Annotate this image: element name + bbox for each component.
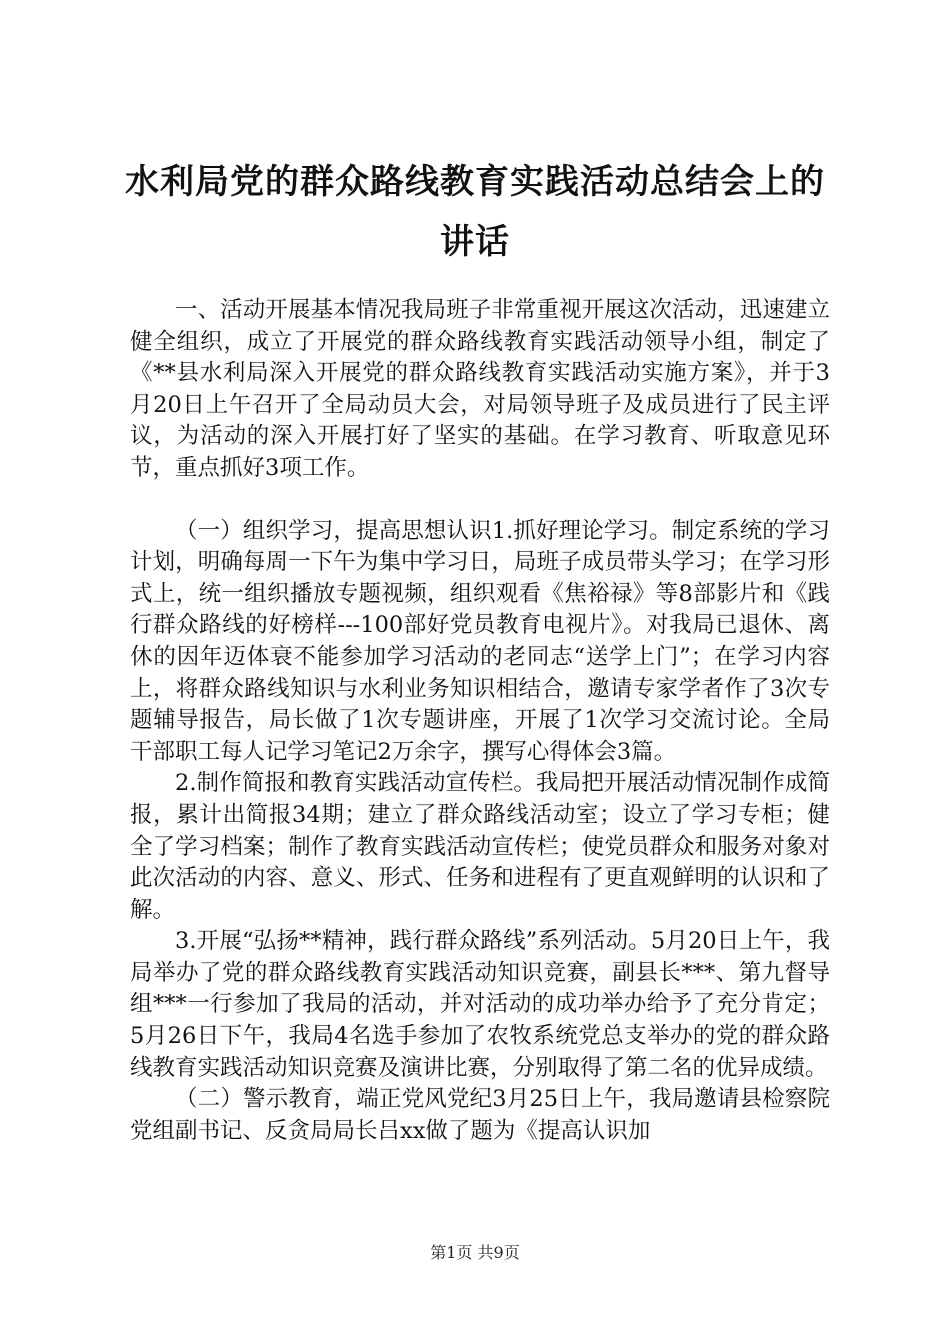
paragraph-series-activities: 3.开展“弘扬**精神，践行群众路线”系列活动。5月20日上午，我局举办了党的群众路线教育实践活动知识竞赛，副县长***、第九督导组***一行参加了我局的活动，并对活动的成功举办给予了充分肯定；5月26日下午，我局4名选手参加了农牧系统党总支举办的党的群众路线教育实践活动知识竞赛及演讲比赛，分别取得了第二名的优异成绩。 [130, 928, 830, 1081]
document-title-line1: 水利局党的群众路线教育实践活动总结会上的 [125, 162, 825, 202]
paragraph-organize-study: （一）组织学习，提高思想认识1.抓好理论学习。制定系统的学习计划，明确每周一下午为集中学习日，局班子成员带头学习；在学习形式上，统一组织播放专题视频，组织观看《焦裕禄》等8部影片和《践行群众路线的好榜样---100部好党员教育电视片》。对我局已退休、离休的因年迈体衰不能参加学习活动的老同志“送学上门”；在学习内容上，将群众路线知识与水利业务知识相结合，邀请专家学者作了3次专题辅导报告，局长做了1次专题讲座，开展了1次学习交流讨论。全局干部职工每人记学习笔记2万余字，撰写心得体会3篇。 [130, 517, 830, 765]
document-body [130, 295, 830, 1147]
paragraph-activity-overview: 一、活动开展基本情况我局班子非常重视开展这次活动，迅速建立健全组织，成立了开展党的群众路线教育实践活动领导小组，制定了《**县水利局深入开展党的群众路线教育实践活动实施方案》，并于3月20日上午召开了全局动员大会，对局领导班子及成员进行了民主评议，为活动的深入开展打好了坚实的基础。在学习教育、听取意见环节，重点抓好3项工作。 [130, 297, 830, 481]
paragraph-briefings: 2.制作简报和教育实践活动宣传栏。我局把开展活动情况制作成简报，累计出简报34期；建立了群众路线活动室；设立了学习专柜；健全了学习档案；制作了教育实践活动宣传栏；使党员群众和服务对象对此次活动的内容、意义、形式、任务和进程有了更直观鲜明的认识和了解。 [130, 770, 830, 923]
document-title-line2: 讲话 [440, 222, 510, 262]
page-number-footer: 第1页 共9页 [430, 1243, 520, 1262]
paragraph-warning-education: （二）警示教育，端正党风党纪3月25日上午，我局邀请县检察院党组副书记、反贪局局长吕xx做了题为《提高认识加 [130, 1086, 830, 1144]
